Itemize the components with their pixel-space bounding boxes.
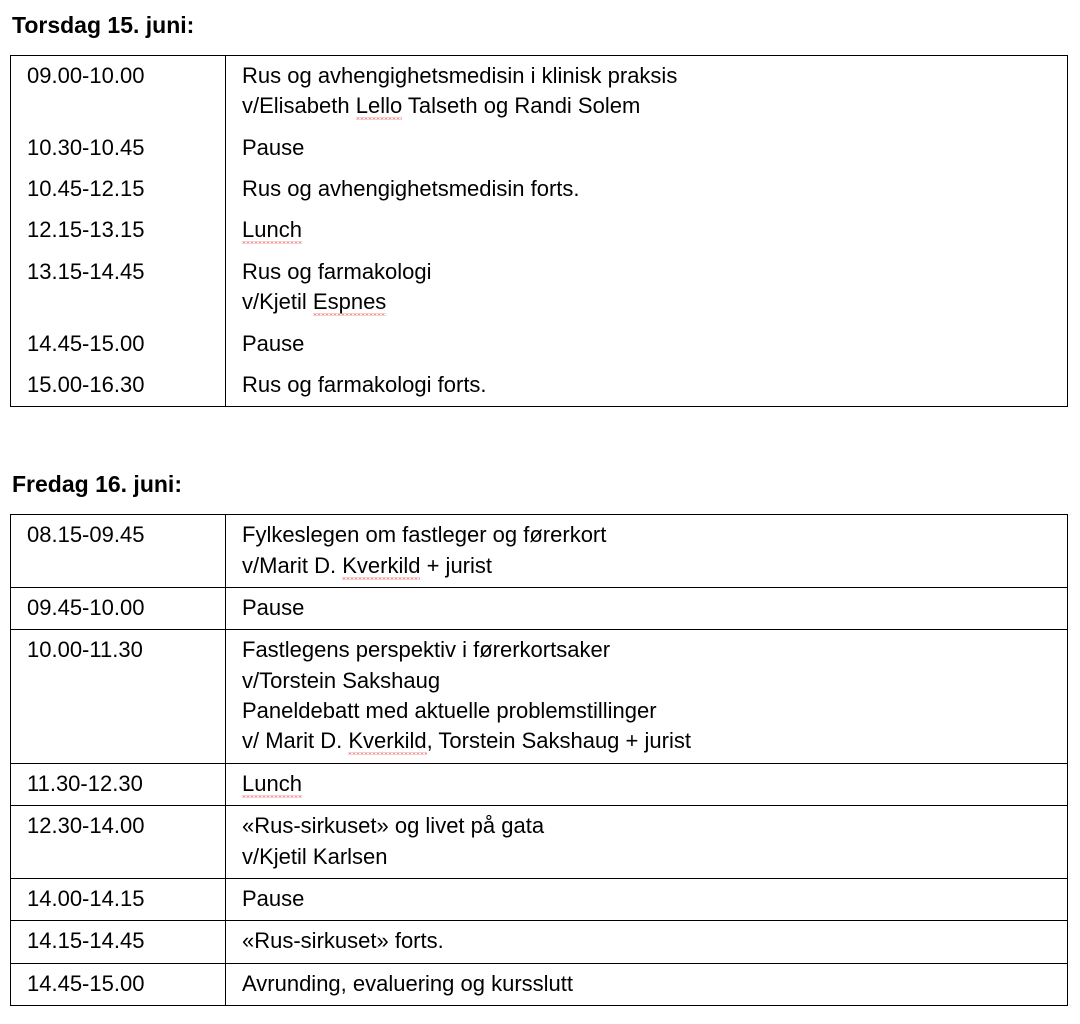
schedule-description-cell [226,878,1068,920]
table-row [11,630,1068,763]
spellcheck-underline: Lello [355,93,403,119]
schedule-table-thursday [10,55,1068,407]
schedule-description-cell [226,763,1068,805]
schedule-description-cell [226,169,1068,210]
schedule-cell-line: v/Kjetil Espnes [242,289,387,315]
schedule-description-cell [226,630,1068,763]
table-row [11,878,1068,920]
schedule-time-cell: 09.00-10.00 [11,56,226,128]
spellcheck-underline: Lunch [242,217,302,243]
schedule-cell-line: Rus og farmakologi forts. [242,371,487,397]
schedule-description-cell [226,806,1068,879]
schedule-description-cell [226,963,1068,1005]
schedule-cell-line: Pause [242,885,305,911]
schedule-time-cell: 10.00-11.30 [11,630,226,763]
schedule-body-thursday [11,56,1068,407]
schedule-cell-line: v/ Marit D. Kverkild, Torstein Sakshaug + jurist [242,728,691,754]
schedule-cell-line: Rus og farmakologi [242,258,432,284]
table-row [11,963,1068,1005]
day-heading-thursday: Torsdag 15. juni: [12,12,195,38]
table-row [11,252,1068,324]
table-row [11,763,1068,805]
schedule-time-cell: 14.45-15.00 [11,324,226,365]
schedule-description-cell [226,365,1068,407]
schedule-cell-line: Pause [242,595,305,621]
table-row [11,588,1068,630]
schedule-cell-line: Pause [242,134,305,160]
schedule-cell-line: v/Marit D. Kverkild + jurist [242,552,493,578]
day-heading-friday: Fredag 16. juni: [12,471,182,498]
schedule-cell-line: Pause [242,330,305,356]
schedule-description-cell [226,252,1068,324]
schedule-cell-line: v/Torstein Sakshaug [242,667,441,693]
schedule-cell-line: Fastlegens perspektiv i førerkortsaker [242,637,611,663]
spellcheck-underline: Kverkild [348,728,427,754]
schedule-time-cell: 14.00-14.15 [11,878,226,920]
schedule-cell-line: Rus og avhengighetsmedisin forts. [242,176,580,202]
schedule-time-cell: 15.00-16.30 [11,365,226,407]
table-row [11,324,1068,365]
table-row [11,169,1068,210]
schedule-time-cell: 10.45-12.15 [11,169,226,210]
schedule-description-cell [226,128,1068,169]
schedule-cell-line: v/Kjetil Karlsen [242,843,388,869]
table-row [11,921,1068,963]
table-row [11,128,1068,169]
schedule-time-cell: 14.15-14.45 [11,921,226,963]
schedule-cell-line [242,215,1059,245]
table-row [11,515,1068,588]
table-row [11,56,1068,128]
table-row [11,210,1068,251]
schedule-cell-line: «Rus-sirkuset» og livet på gata [242,813,545,839]
schedule-cell-line: Fylkeslegen om fastleger og førerkort [242,522,607,548]
schedule-cell-line: Paneldebatt med aktuelle problemstillinger [242,698,657,724]
schedule-description-cell [226,515,1068,588]
schedule-description-cell [226,56,1068,128]
schedule-time-cell: 12.15-13.15 [11,210,226,251]
schedule-time-cell: 12.30-14.00 [11,806,226,879]
schedule-cell-line [242,769,1059,799]
schedule-cell-line: «Rus-sirkuset» forts. [242,928,444,954]
schedule-time-cell: 08.15-09.45 [11,515,226,588]
schedule-time-cell: 09.45-10.00 [11,588,226,630]
schedule-time-cell: 10.30-10.45 [11,128,226,169]
spellcheck-underline: Espnes [312,289,387,315]
schedule-description-cell [226,210,1068,251]
section-spacer [10,437,1070,469]
schedule-description-cell [226,921,1068,963]
schedule-cell-line: Avrunding, evaluering og kursslutt [242,970,574,996]
spellcheck-underline: Kverkild [342,552,421,578]
schedule-description-cell [226,324,1068,365]
schedule-body-friday [11,515,1068,1006]
table-row [11,806,1068,879]
spellcheck-underline: Lunch [242,770,302,796]
schedule-cell-line: Rus og avhengighetsmedisin i klinisk praksis [242,63,678,89]
schedule-cell-line: v/Elisabeth Lello Talseth og Randi Solem [242,93,641,119]
schedule-time-cell: 14.45-15.00 [11,963,226,1005]
schedule-table-friday [10,514,1068,1006]
schedule-time-cell: 13.15-14.45 [11,252,226,324]
table-row [11,365,1068,407]
schedule-description-cell [226,588,1068,630]
schedule-time-cell: 11.30-12.30 [11,763,226,805]
